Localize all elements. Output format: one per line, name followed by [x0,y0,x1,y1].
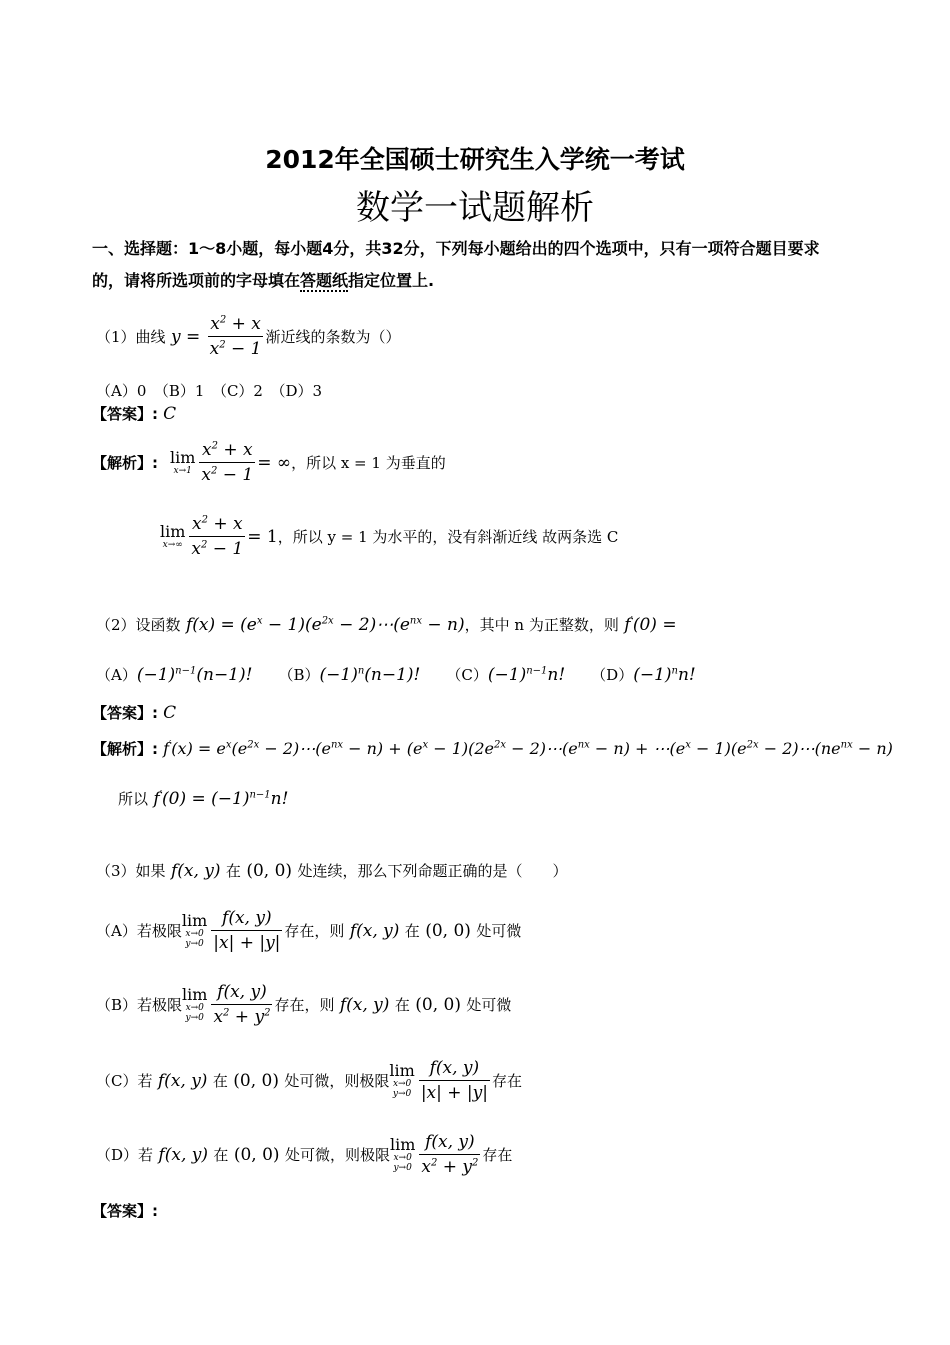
q1-fraction: $\frac{x^2 + x}{x^2 - 1}$ [209,314,262,359]
q3-answer: 【答案】: [92,1202,158,1220]
exam-subtitle: 数学一试题解析 [356,188,594,228]
q1-analysis-line2: lim x→∞ $\frac{x^2 + x}{x^2 - 1}$ = 1 ，所以 y = 1 为水平的，没有斜渐近线 故两条选 C [160,514,619,559]
q2-analysis-line1: 【解析】: $f'(x) = e^x(e^{2x}$ − $2)\cdots(e^{nx} - n) + (e^x - 1)(2e^{2x}$ − $2)\cdots(e^{nx} - n)$ + $\cdots(e^x - 1)(e^{2x}$ − $2)\cdots(ne^{nx} - n)$ [92,739,893,758]
exam-title: 2012年全国硕士研究生入学统一考试 [265,145,685,174]
q3-stem: （3）如果 f(x, y) 在 (0, 0) 处连续，那么下列命题正确的是（ ） [96,860,568,881]
q2-stem: （2）设函数 $f(x) = (e^x - 1)(e^{2x}$ − $2)\cdots(e^{nx} - n)$ ，其中 n 为正整数，则 f′(0) = [96,614,677,635]
section-instructions-line1: 一、选择题：1～8小题，每小题4分，共32分，下列每小题给出的四个选项中，只有一项符合题目要求 [92,239,820,258]
q2-answer: 【答案】: C [92,703,177,723]
q2-analysis-line2: 所以 $f'(0) = (-1)^{n-1}n$! [118,788,289,809]
q1-options: （A）0 （B）1 （C）2 （D）3 [96,382,323,400]
q3-option-b: （B）若极限 lim x→0 y→0 $\frac{f(x, y)}{x^2 + y^2}$ 存在，则 f(x, y) 在 (0, 0) 处可微 [96,982,512,1027]
q3-option-a: （A）若极限 lim x→0 y→0 $\frac{f(x, y)}{|x| + |y|}$ 存在，则 f(x, y) 在 (0, 0) 处可微 [96,908,522,953]
q1-answer: 【答案】: C [92,404,177,424]
q1-stem: （1）曲线 y = $\frac{x^2 + x}{x^2 - 1}$ 渐近线的条数为（） [96,314,401,359]
q3-option-d: （D）若 f(x, y) 在 (0, 0) 处可微，则极限 lim x→0 y→0 $\frac{f(x, y)}{x^2 + y^2}$ 存在 [96,1132,513,1177]
q1-analysis-line1: 【解析】: lim x→1 $\frac{x^2 + x}{x^2 - 1}$ = ∞ ，所以 x = 1 为垂直的 [92,440,446,485]
q3-option-c: （C）若 f(x, y) 在 (0, 0) 处可微，则极限 lim x→0 y→0 $\frac{f(x, y)}{|x| + |y|}$ 存在 [96,1058,522,1103]
q2-options: （A） $(-1)^{n-1}(n-1)$! （B） $(-1)^n(n-1)$! （C） $(-1)^{n-1}n$! （D） $(-1)^nn$! [96,664,696,685]
answer-sheet-emphasis: 答题纸 [300,271,349,290]
section-instructions-line2: 的，请将所选项前的字母填在答题纸指定位置上. [92,271,435,290]
